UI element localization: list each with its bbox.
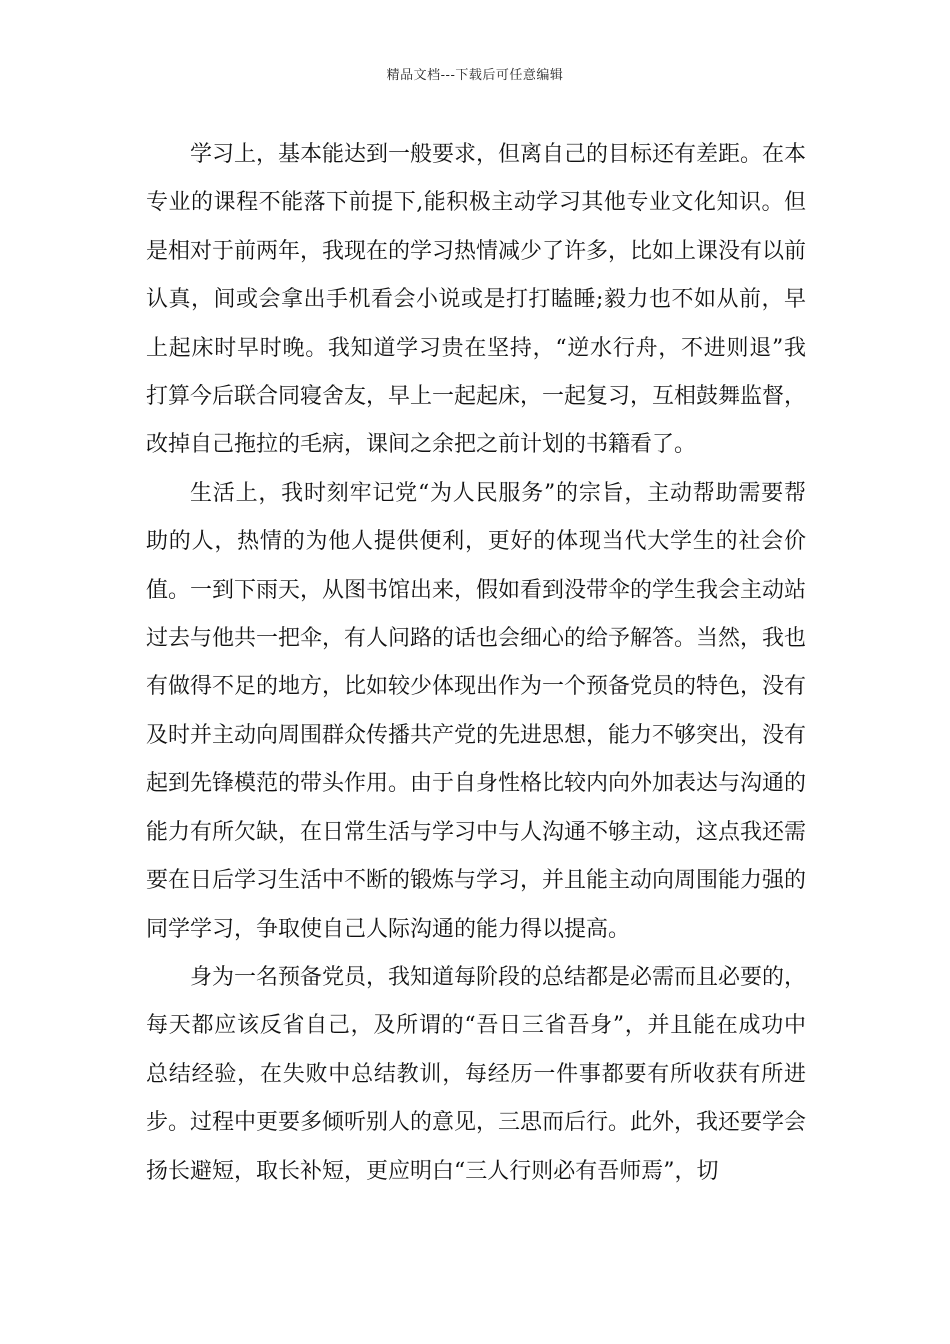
page-header: 精品文档---下载后可任意编辑 [386, 68, 564, 83]
paragraph-study: 学习上，基本能达到一般要求，但离自己的目标还有差距。在本专业的课程不能落下前提下,能积极主动学习其他专业文化知识。但是相对于前两年，我现在的学习热情减少了许多，比如上课没有以前认真，间或会拿出手机看会小说或是打打瞌睡;毅力也不如从前，早上起床时早时晚。我知道学习贵在坚持，“逆水行舟，不进则退”我打算今后联合同寝舍友，早上一起起床，一起复习，互相鼓舞监督，改掉自己拖拉的毛病，课间之余把之前计划的书籍看了。 [146, 142, 807, 458]
paragraph-life: 生活上，我时刻牢记党“为人民服务”的宗旨，主动帮助需要帮助的人，热情的为他人提供便利，更好的体现当代大学生的社会价值。一到下雨天，从图书馆出来，假如看到没带伞的学生我会主动站过去与他共一把伞，有人问路的话也会细心的给予解答。当然，我也有做得不足的地方，比如较少体现出作为一个预备党员的特色，没有及时并主动向周围群众传播共产党的先进思想，能力不够突出，没有起到先锋模范的带头作用。由于自身性格比较内向外加表达与沟通的能力有所欠缺，在日常生活与学习中与人沟通不够主动，这点我还需要在日后学习生活中不断的锻炼与学习，并且能主动向周围能力强的同学学习，争取使自己人际沟通的能力得以提高。 [146, 480, 807, 942]
document-body [146, 131, 806, 1196]
paragraph-reflection: 身为一名预备党员，我知道每阶段的总结都是必需而且必要的，每天都应该反省自己，及所谓的“吾日三省吾身”，并且能在成功中总结经验，在失败中总结教训，每经历一件事都要有所收获有所进步。过程中更要多倾听别人的意见，三思而后行。此外，我还要学会扬长避短，取长补短，更应明白“三人行则必有吾师焉”，切 [146, 964, 807, 1184]
